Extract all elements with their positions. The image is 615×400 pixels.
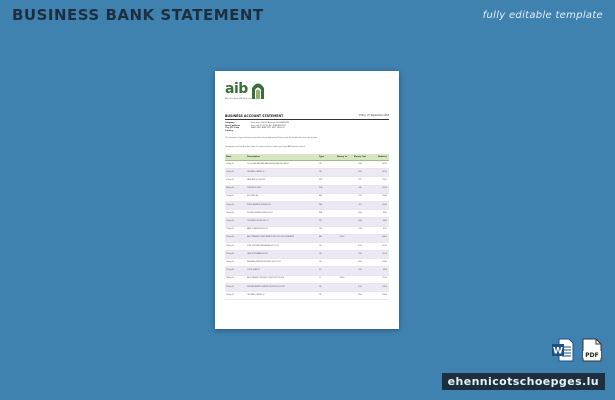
account-detail-value: Sum acres Ltd Ltd Account: 00123456789 [251, 122, 289, 124]
col-money-in: Money In [336, 156, 348, 158]
cell-money-out: 6120 [358, 245, 362, 247]
account-detail-label: Street address [225, 124, 240, 127]
table-row [225, 243, 389, 251]
logo-subtitle: Allied Irish Banks (GB) Bank Ireland plc [225, 99, 257, 100]
cell-money-out: 1530 [358, 171, 362, 173]
cell-money-in: 18250 [339, 278, 345, 280]
cell-balance: 20700 [382, 245, 387, 247]
cell-description: CASH WITHDRAWAL ATM 01 [247, 253, 268, 255]
table-row [225, 259, 389, 267]
col-type: Type [319, 156, 325, 158]
cell-type: DEB [319, 204, 323, 206]
cell-date: 15 Aug 18 [226, 221, 234, 222]
cell-description: COLLIS LABORATORIES MANCHESTER WAY FEE LINK 011 [247, 163, 290, 165]
cell-balance: 10060 [382, 204, 387, 206]
pdf-file-icon[interactable] [581, 338, 603, 362]
table-row [225, 218, 389, 226]
table-row [225, 169, 389, 177]
cell-description: SUPPLIER PAYMENT SERVICES MONTHLY ACCOUNT [247, 286, 285, 288]
cell-balance: 12675 [382, 180, 387, 182]
cell-date: 23 Aug 18 [226, 253, 234, 255]
cell-date: 05 Aug 18 [226, 171, 234, 173]
account-detail-row [225, 130, 389, 133]
cell-money-out: 2800 [358, 261, 362, 263]
bank-logo [225, 81, 295, 107]
cell-date: 14 Aug 18 [226, 212, 234, 214]
cell-money-out: 2080 [358, 221, 362, 222]
cell-balance: 20600 [382, 294, 387, 296]
logo-arch-icon [251, 81, 265, 99]
cell-balance: 10400 [382, 261, 387, 263]
cell-description: BACS TRANSFER CLIENT PAYMENT REF 0012 INVOICE PAYMENT [247, 237, 295, 239]
cell-date: 19 Aug 18 [226, 237, 234, 239]
tagline: fully editable template [482, 10, 603, 21]
cell-date: 08 Aug 18 [226, 188, 234, 190]
cell-type: FPO [319, 163, 322, 165]
cell-money-out: 1750 [358, 196, 362, 198]
cell-type: FPO [319, 253, 322, 255]
cell-balance: 8560 [383, 212, 387, 214]
cell-date: 28 Aug 18 [226, 278, 234, 280]
cell-balance: 27150 [382, 278, 387, 280]
cell-description: POINTS BUSINESS SUPPLIES 011 [247, 204, 272, 206]
table-row [225, 194, 389, 202]
table-row [225, 276, 389, 284]
statement-note: The statement of your business account for the period below. Please verify the details with your own records. [225, 137, 318, 139]
cell-money-out: 1500 [358, 212, 362, 214]
logo-text: aib [225, 81, 248, 97]
cell-type: DDB [319, 180, 323, 182]
table-row [225, 210, 389, 218]
col-money-out: Money Out [353, 156, 367, 158]
word-file-icon[interactable] [552, 338, 574, 362]
cell-description: OFFICE LEASE 01 [247, 270, 260, 272]
cell-balance: 8900 [383, 270, 387, 272]
cell-type: BBP [319, 196, 322, 198]
word-icon-label: W [553, 346, 563, 357]
cell-money-out: 875 [358, 180, 362, 182]
cell-balance: 6480 [383, 221, 387, 222]
cell-type: FPO [319, 245, 322, 247]
cell-type: DEB [319, 212, 323, 214]
cell-date: 27 Aug 18 [226, 270, 234, 272]
table-row [225, 186, 389, 194]
cell-balance: 12130 [382, 188, 387, 190]
cell-balance: 10380 [382, 196, 387, 198]
cell-type: FPO [319, 221, 322, 222]
cell-money-out: 545 [358, 188, 362, 190]
cell-date: 12 Aug 18 [226, 204, 234, 206]
statement-date: Friday, 07 September 2018 [359, 114, 389, 117]
table-row [225, 284, 389, 292]
cell-description: SAGE PAYROLL 0012301 [247, 180, 266, 182]
cell-type: BAC [319, 237, 323, 239]
cell-money-out: 1800 [358, 294, 362, 296]
cell-type: CHG [319, 229, 323, 231]
cell-date: 21 Aug 18 [226, 245, 234, 247]
cell-balance: 24000 [382, 163, 387, 165]
table-row [225, 267, 389, 275]
cell-description: ORIGINALS CARDIFF 02 [247, 294, 265, 296]
cell-type: FPO [319, 171, 322, 173]
account-detail-value: IBAN: GB12 AIBK 9311 8012 3456 78 [251, 127, 285, 130]
table-header [225, 154, 389, 161]
cell-date: 29 Aug 18 [226, 286, 234, 288]
statement-note-secondary: Transactions are listed in date order. For queries please contact your local AIB business branch. [225, 146, 306, 148]
statement-heading: BUSINESS ACCOUNT STATEMENT [225, 114, 284, 118]
cell-money-out: 1180 [358, 229, 362, 231]
table-body [225, 161, 389, 300]
account-detail-value [251, 130, 389, 133]
table-row [225, 227, 389, 235]
account-detail-label: Company [225, 122, 235, 124]
table-row [225, 251, 389, 259]
cell-description: STEEL SUPPLIERS BIRMINGHAM UK LTD 01 [247, 245, 279, 247]
cell-money-out: 320 [358, 204, 362, 206]
cell-description: BACS TRANSFER RECEIVED CLIENT INVOICE 0024 [247, 278, 285, 280]
cell-date: 10 Aug 18 [226, 196, 234, 198]
cell-date: 17 Aug 18 [226, 229, 234, 231]
table-row [225, 292, 389, 300]
transactions-table [225, 154, 389, 300]
cell-date: 30 Aug 18 [226, 294, 234, 296]
table-row [225, 202, 389, 210]
table-row [225, 235, 389, 243]
cell-description: ORIGINALS CARDIFF 01 [247, 171, 265, 173]
cell-type: DD [319, 270, 322, 272]
cell-date: 03 Aug 18 [226, 163, 234, 165]
cell-description: POSTNET BUSINESS SERVICES 011 [247, 212, 274, 214]
heading-rule [225, 119, 389, 120]
cell-type: DDB [319, 188, 323, 190]
cell-date: 07 Aug 18 [226, 180, 234, 182]
cell-description: CROSSFIELD HOUSE UNIT 01 [247, 221, 269, 222]
pdf-icon-label: PDF [585, 352, 599, 359]
cell-type: FPO [319, 261, 322, 263]
col-description: Description [247, 156, 260, 158]
cell-balance: 16150 [382, 171, 387, 173]
cell-description: JULY HMRC VAT [247, 196, 259, 198]
cell-description: BANK CHARGES AUGUST 01 [247, 229, 269, 231]
cell-description: T-MOBILE UK 0035 [247, 188, 261, 190]
cell-date: 25 Aug 18 [226, 261, 234, 263]
cell-money-out: 7500 [358, 253, 362, 255]
account-detail-label: City, ZIP Code [225, 127, 240, 130]
table-row [225, 161, 389, 169]
cell-balance: 22400 [382, 286, 387, 288]
account-detail-label: Country [225, 129, 234, 132]
cell-balance: 26820 [382, 237, 387, 239]
account-detail-value: Sort code 93-11-80 BIC: AIBKGB2LXXX [251, 124, 286, 127]
page-title: BUSINESS BANK STATEMENT [12, 6, 264, 24]
website-label[interactable]: ehennicotschoepges.lu [442, 373, 605, 390]
cell-description: INSURANCE PREMIUM MONTHLY 0012 POLICY [247, 261, 281, 263]
cell-money-out: 4750 [358, 286, 362, 288]
col-date: Date [226, 156, 232, 158]
cell-type: TF [319, 278, 321, 280]
cell-money-out: 2300 [358, 163, 362, 165]
cell-type: FPO [319, 294, 322, 296]
col-balance: Balance [378, 156, 387, 158]
table-row [225, 177, 389, 185]
cell-type: FPO [319, 286, 322, 288]
cell-money-in: 22550 [339, 237, 345, 239]
account-details [225, 122, 389, 132]
cell-balance: 13200 [382, 253, 387, 255]
cell-money-out: 1500 [358, 270, 362, 272]
file-format-icons [552, 338, 603, 362]
cell-balance: 4270 [383, 229, 387, 231]
statement-document [215, 71, 399, 329]
